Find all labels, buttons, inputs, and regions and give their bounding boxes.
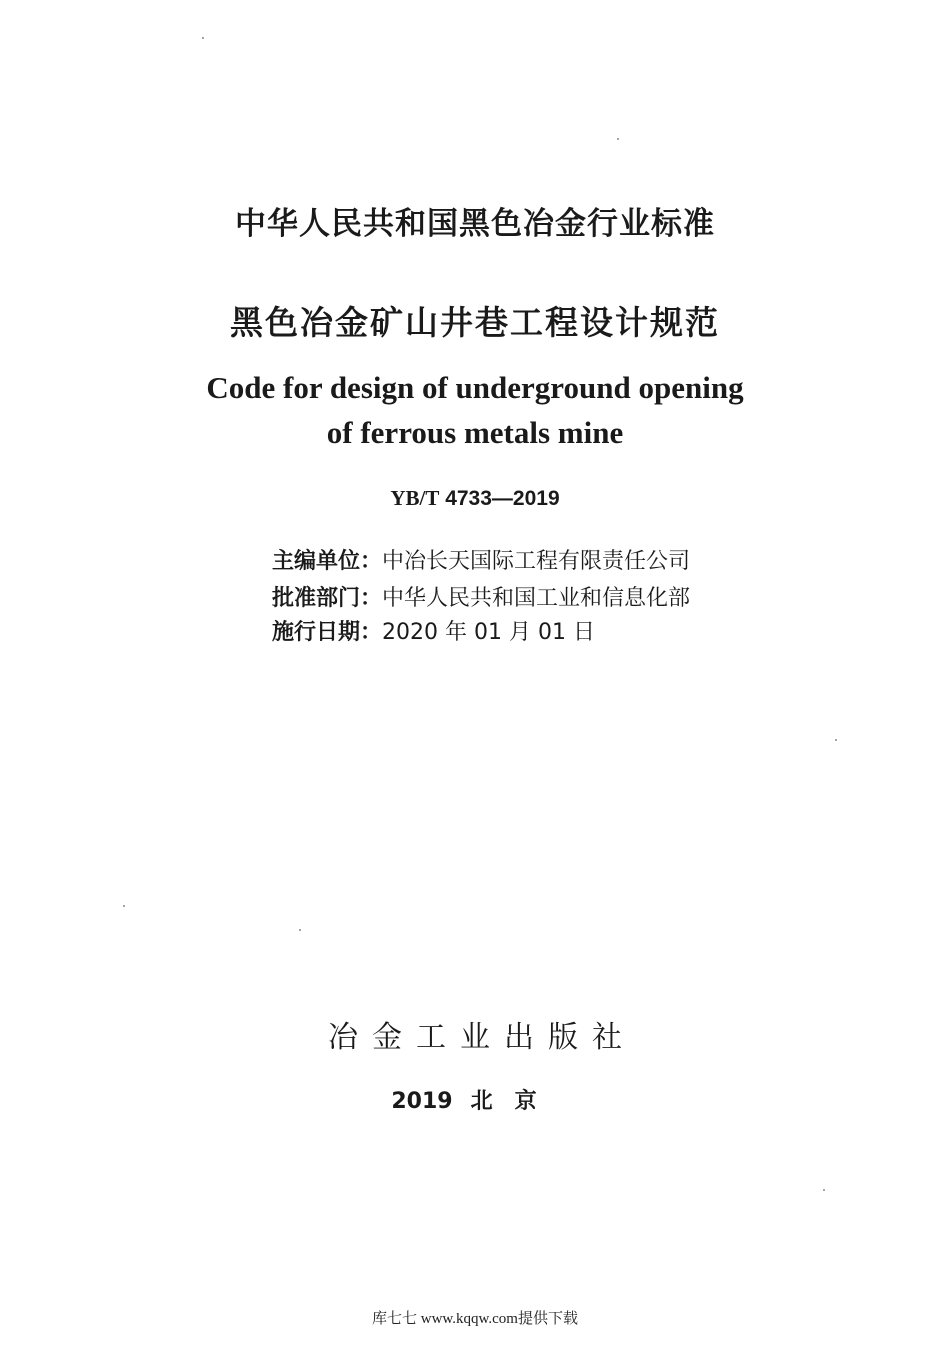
document-title-english-line-2: of ferrous metals mine (326, 415, 624, 450)
editor-unit-line (272, 549, 690, 575)
publication-year-city (0, 1084, 950, 1115)
document-title-chinese: 黑色冶金矿山井巷工程设计规范 (230, 303, 720, 342)
standard-code-number: 4733—2019 (445, 487, 560, 510)
publication-year: 2019 (391, 1089, 453, 1114)
publisher-name: 冶金工业出版社 (328, 1020, 636, 1055)
standard-code (0, 486, 950, 511)
scan-speck (299, 929, 301, 931)
download-watermark: 库七七 www.kqqw.com提供下载 (372, 1311, 578, 1327)
scan-speck (202, 37, 204, 39)
effective-date-value: 2020 年 01 月 01 日 (382, 620, 595, 645)
editor-unit-value: 中冶长天国际工程有限责任公司 (382, 549, 691, 574)
scan-speck (123, 905, 125, 907)
scan-speck (617, 138, 619, 140)
effective-date-label: 施行日期： (272, 620, 383, 645)
scan-speck (835, 739, 837, 741)
editor-unit-label: 主编单位： (272, 549, 383, 574)
effective-date-line (272, 620, 595, 646)
approval-department-value: 中华人民共和国工业和信息化部 (382, 586, 691, 611)
scan-speck (823, 1189, 825, 1191)
publication-city: 北京 (470, 1089, 559, 1114)
approval-department-line (272, 586, 690, 612)
approval-department-label: 批准部门： (272, 586, 383, 611)
industry-standard-heading: 中华人民共和国黑色冶金行业标准 (235, 206, 715, 242)
document-title-english-line-1: Code for design of underground opening (206, 370, 744, 405)
standard-code-prefix: YB/T (390, 486, 440, 510)
